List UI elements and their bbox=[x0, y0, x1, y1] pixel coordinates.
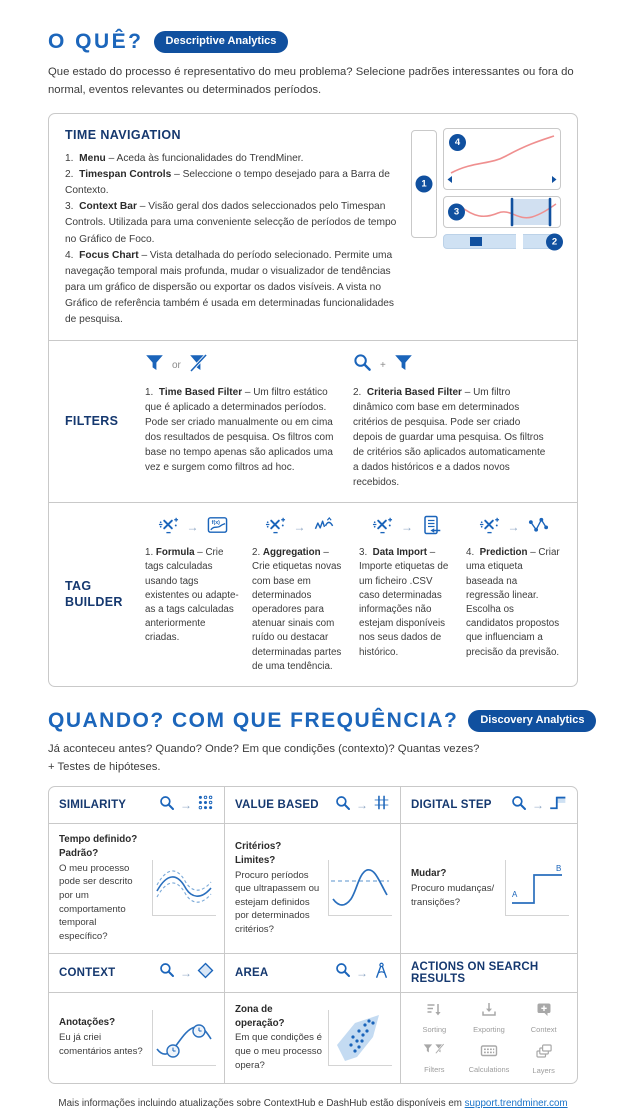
prediction-col bbox=[466, 515, 561, 674]
magnifier-icon bbox=[335, 795, 351, 816]
svg-text:f(x): f(x) bbox=[211, 519, 220, 526]
context-cell bbox=[49, 993, 225, 1083]
area-header: AREA → bbox=[225, 954, 401, 993]
compass-icon bbox=[373, 962, 390, 984]
nav-left-arrow-icon bbox=[448, 176, 453, 183]
descriptive-analytics-card bbox=[48, 113, 578, 687]
similarity-dots-icon bbox=[197, 794, 214, 816]
similarity-header: SIMILARITY → bbox=[49, 787, 225, 824]
action-calculations[interactable]: Calculations bbox=[462, 1043, 517, 1075]
or-text: or bbox=[172, 359, 181, 371]
action-layers[interactable]: Layers bbox=[516, 1043, 571, 1075]
action-exporting[interactable]: Exporting bbox=[462, 1001, 517, 1034]
actions-header: ACTIONS ON SEARCH RESULTS bbox=[401, 954, 577, 993]
similarity-cell bbox=[49, 824, 225, 953]
aggregation-col bbox=[252, 515, 347, 674]
section2-header bbox=[48, 709, 585, 733]
filters-row bbox=[49, 340, 577, 502]
filters-col2-icons bbox=[353, 353, 547, 377]
context-chart bbox=[152, 1010, 216, 1066]
action-filters[interactable]: Filters bbox=[407, 1043, 462, 1075]
tag-builder-label: TAG BUILDER bbox=[65, 578, 123, 609]
magnifier-icon bbox=[511, 795, 527, 816]
aggregation-wave-icon bbox=[314, 515, 335, 540]
step-label-a: A bbox=[512, 890, 518, 900]
menu-panel bbox=[411, 130, 437, 238]
value-based-header: VALUE BASED → bbox=[225, 787, 401, 824]
time-navigation-item: 2. Timespan Controls – Seleccione o tempo desejado para a Barra de Contexto. bbox=[65, 169, 390, 197]
time-based-filter-text: 1. Time Based Filter – Um filtro estático que é aplicado a determinados períodos. Pode ser criado manualmente ou em cima dos resultados de pesquisa. Os filtros com base no tempo apenas são aplicados uma vez e surgem como filtros ad hoc. bbox=[145, 387, 334, 474]
digital-step-chart bbox=[505, 860, 569, 916]
badge-2: 2 bbox=[546, 233, 563, 250]
funnel-slash-icon bbox=[189, 354, 208, 377]
actions-cell bbox=[401, 993, 577, 1083]
arrow-icon: → bbox=[356, 798, 368, 813]
formula-chart-icon bbox=[207, 515, 228, 540]
digital-step-icon bbox=[549, 794, 567, 816]
data-import-text: 3. Data Import – Importe etiquetas de um ficheiro .CSV caso determinadas informações não estejam disponíveis nos seus dados de histórico. bbox=[359, 547, 449, 658]
badge-4: 4 bbox=[449, 134, 466, 151]
funnel-icon bbox=[145, 354, 164, 377]
footer-text: Mais informações incluindo atualizações sobre ContextHub e DashHub estão disponíveis em bbox=[58, 1097, 465, 1109]
footer bbox=[48, 1098, 578, 1109]
time-navigation-diagram bbox=[411, 126, 561, 328]
action-context[interactable]: Context bbox=[516, 1001, 571, 1034]
digital-step-cell bbox=[401, 824, 577, 953]
formula-col bbox=[145, 515, 240, 674]
section1-header bbox=[48, 30, 578, 54]
arrow-icon: → bbox=[356, 965, 368, 980]
time-based-filter-col bbox=[145, 353, 353, 490]
arrow-icon: → bbox=[507, 520, 520, 535]
funnel-icon bbox=[394, 354, 413, 377]
arrow-icon: → bbox=[186, 520, 199, 535]
calculations-icon bbox=[480, 1043, 498, 1063]
magnifier-icon bbox=[353, 353, 372, 377]
discovery-analytics-badge: Discovery Analytics bbox=[468, 710, 596, 732]
timespan-marker[interactable] bbox=[470, 237, 482, 246]
magnifier-icon bbox=[335, 962, 351, 983]
section2-intro bbox=[48, 741, 578, 776]
support-link[interactable]: support.trendminer.com bbox=[464, 1097, 568, 1109]
calculation-icon bbox=[372, 514, 393, 540]
layers-icon bbox=[535, 1043, 553, 1064]
context-bar-panel bbox=[443, 196, 561, 228]
context-text: Anotações? Eu já criei comentários antes? bbox=[59, 1017, 143, 1057]
time-navigation-row bbox=[49, 114, 577, 340]
discovery-analytics-card bbox=[48, 786, 578, 1083]
digital-step-header: DIGITAL STEP → bbox=[401, 787, 577, 824]
timespan-gap bbox=[516, 234, 523, 249]
tag-builder-row bbox=[49, 502, 577, 686]
focus-chart-panel bbox=[443, 128, 561, 190]
badge-3: 3 bbox=[448, 204, 465, 221]
digital-step-text: Mudar? Procuro mudanças/ transições? bbox=[411, 868, 495, 908]
time-navigation-item: 1. Menu – Aceda às funcionalidades do TrendMiner. bbox=[65, 153, 304, 164]
prediction-text: 4. Prediction – Criar uma etiqueta baseada na regressão linear. Escolha os candidatos propostos que influenciam a precisão da previsão. bbox=[466, 547, 560, 658]
arrow-icon: → bbox=[401, 520, 413, 535]
time-navigation-item: 3. Context Bar – Visão geral dos dados seleccionados pelo Timespan Controls. Utilizada para uma conveniente selecção de períodos de tempo no Gráfico de Foco. bbox=[65, 201, 397, 245]
data-import-icon bbox=[421, 515, 441, 540]
exporting-icon bbox=[480, 1001, 498, 1023]
formula-text: 1. Formula – Crie tags calculadas usando tags existentes ou adapte-as a tags calculadas anteriormente criadas. bbox=[145, 547, 239, 644]
step-label-b: B bbox=[556, 864, 562, 874]
time-navigation-title: TIME NAVIGATION bbox=[65, 128, 181, 142]
criteria-based-filter-col bbox=[353, 353, 561, 490]
calculation-icon bbox=[265, 514, 286, 540]
calculation-icon bbox=[158, 514, 179, 540]
tag-builder-columns bbox=[145, 515, 561, 674]
sorting-icon bbox=[425, 1001, 443, 1023]
nav-right-arrow-icon bbox=[552, 176, 557, 183]
filters-icon bbox=[423, 1043, 445, 1063]
area-text: Zona de operação? Em que condições é que o meu processo opera? bbox=[235, 1003, 322, 1071]
time-navigation-content bbox=[65, 126, 401, 328]
section2-title: QUANDO? COM QUE FREQUÊNCIA? bbox=[48, 709, 459, 733]
calculation-icon bbox=[479, 514, 500, 540]
section1-intro: Que estado do processo é representativo do meu problema? Selecione padrões interessantes ou fora do normal, eventos relevantes ou determinados períodos. bbox=[48, 66, 574, 96]
section2-intro-line1: Já aconteceu antes? Quando? Onde? Em que condições (contexto)? Quantas vezes? bbox=[48, 743, 480, 756]
value-based-cell bbox=[225, 824, 401, 953]
descriptive-analytics-badge: Descriptive Analytics bbox=[154, 31, 289, 53]
arrow-icon: → bbox=[180, 798, 192, 813]
prediction-icon bbox=[528, 515, 549, 540]
badge-1: 1 bbox=[416, 176, 433, 193]
area-cell bbox=[225, 993, 401, 1083]
context-bubble-icon bbox=[535, 1001, 553, 1023]
plus-text: + bbox=[380, 359, 386, 371]
diagram-column bbox=[443, 128, 561, 328]
value-based-text: Critérios? Limites? Procuro períodos que ultrapassem ou estejam definidos por determinados critérios? bbox=[235, 840, 320, 936]
value-grid-icon bbox=[373, 794, 390, 816]
area-chart bbox=[328, 1010, 392, 1066]
action-sorting[interactable]: Sorting bbox=[407, 1001, 462, 1034]
section2-intro-line2: + Testes de hipóteses. bbox=[48, 760, 161, 773]
magnifier-icon bbox=[159, 962, 175, 983]
similarity-chart bbox=[152, 860, 216, 916]
time-navigation-item: 4. Focus Chart – Vista detalhada do período selecionado. Permite uma navegação temporal mais profunda, mudar o visualizador de tendências para um gráfico de dispersão ou exportar os dados visíveis. A vista no Gráfico de referência também é usada em determinadas funcionalidades de pesquisa. bbox=[65, 249, 395, 326]
magnifier-icon bbox=[159, 795, 175, 816]
context-header: CONTEXT → bbox=[49, 954, 225, 993]
arrow-icon: → bbox=[180, 965, 192, 980]
data-import-col bbox=[359, 515, 454, 674]
criteria-based-filter-text: 2. Criteria Based Filter – Um filtro dinâmico com base em determinados critérios de pesquisa. Pode ser criado depois de guardar uma pesquisa. Os filtros de critérios são aplicados automaticamente a dados históricos e a dados novos recebidos. bbox=[353, 387, 546, 489]
section1-title: O QUÊ? bbox=[48, 30, 144, 53]
value-based-chart bbox=[328, 860, 392, 916]
arrow-icon: → bbox=[532, 798, 544, 813]
filters-label: FILTERS bbox=[65, 413, 119, 428]
filters-col1-icons bbox=[145, 353, 339, 377]
timespan-controls-bar[interactable] bbox=[443, 234, 561, 249]
arrow-icon: → bbox=[293, 520, 306, 535]
similarity-text: Tempo definido? Padrão? O meu processo pode ser descrito por um comportamento temporal específico? bbox=[59, 834, 138, 942]
aggregation-text: 2. Aggregation – Crie etiquetas novas com base em determinados operadores para atenuar sinais com ruído ou destacar determinadas partes de uma tendência. bbox=[252, 547, 342, 672]
diamond-icon bbox=[197, 962, 214, 984]
